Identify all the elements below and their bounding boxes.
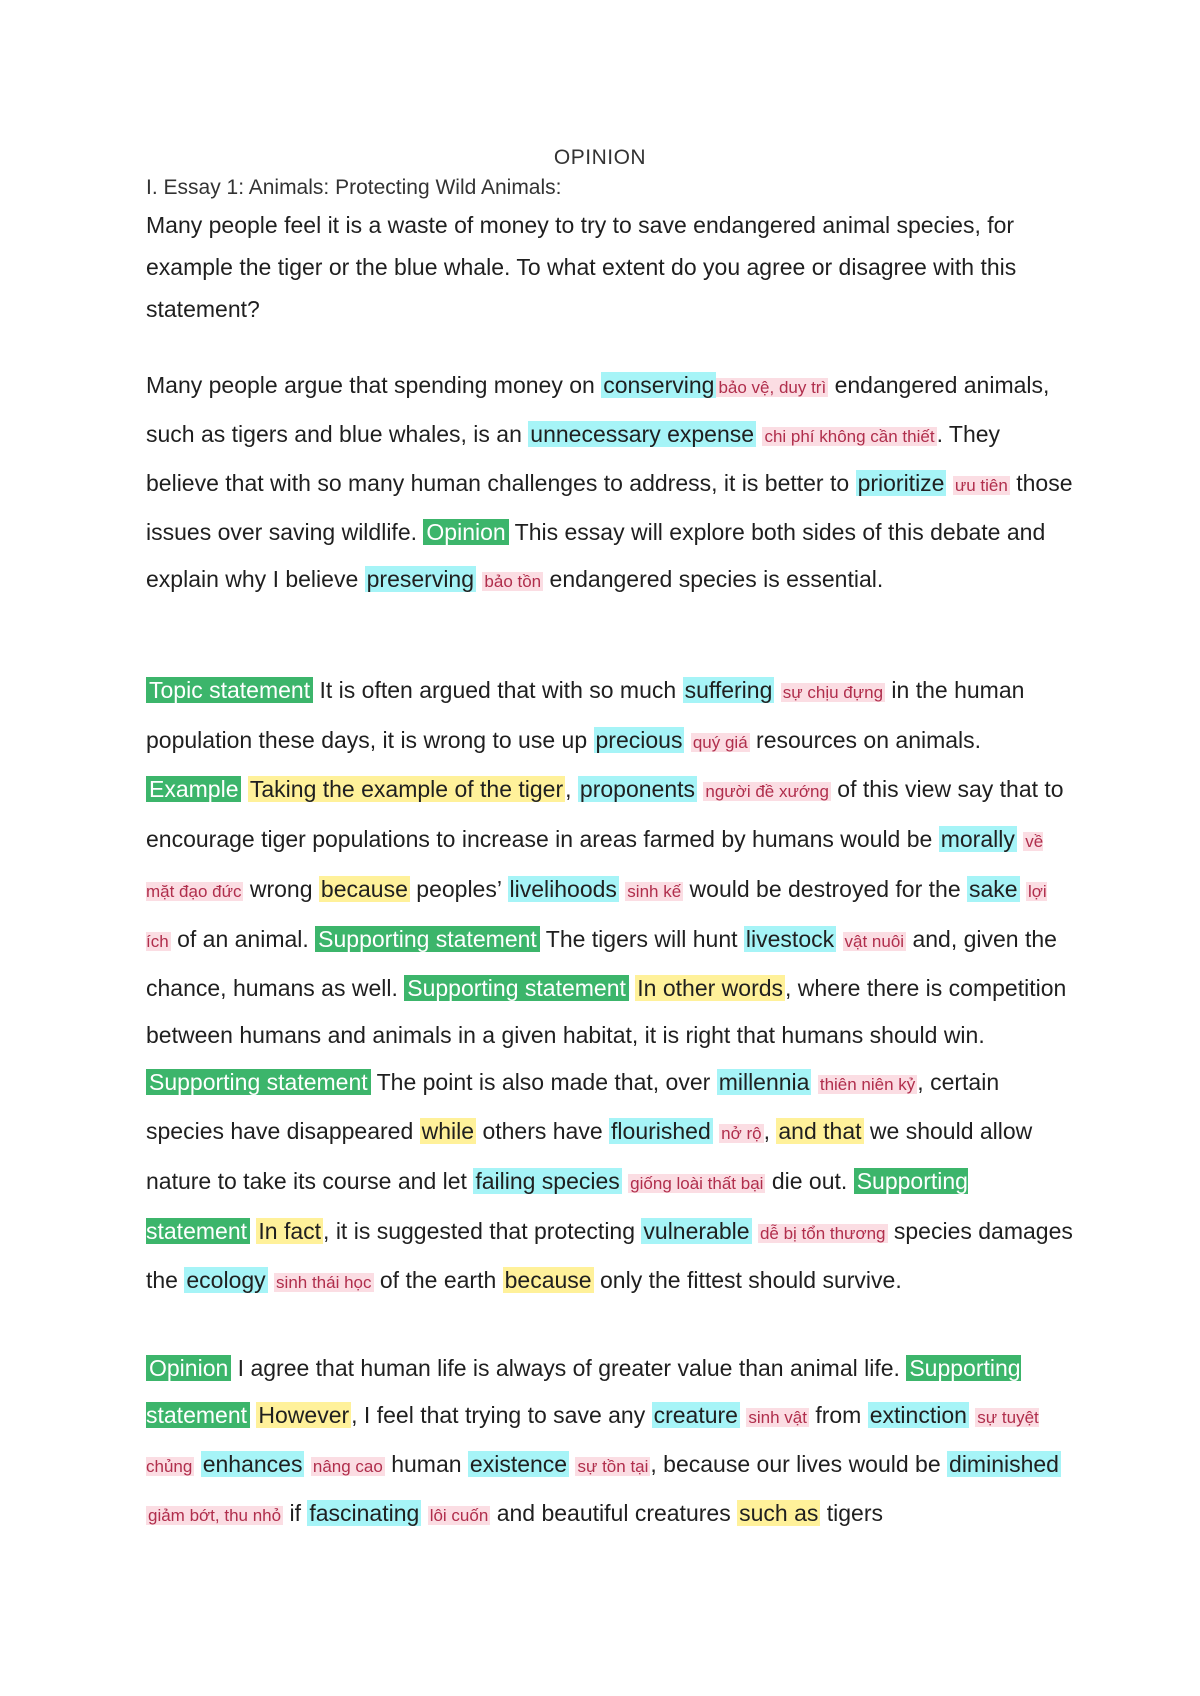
text-run: tigers [820,1500,883,1526]
text-run: , [763,1118,777,1145]
vocab-highlight: vulnerable [643,1217,750,1244]
text-run: The point is also made that, over [370,1068,717,1095]
text-run: Many people argue that spending money on [146,372,602,398]
text-run: only the fittest should survive. [593,1267,902,1294]
essay-subtitle: I. Essay 1: Animals: Protecting Wild Animals: [146,176,562,199]
translation-note: thiên niên kỷ [819,1074,916,1094]
text-run: others have [476,1118,610,1145]
paragraph-body-1 [146,667,1076,1307]
structure-label: Opinion [146,1355,231,1381]
vocab-highlight: diminished [949,1451,1059,1477]
text-run: , it is suggested that protecting [323,1217,642,1244]
connector-highlight: However [258,1402,350,1428]
vocab-highlight: livelihoods [509,875,617,902]
text-run: of an animal. [170,925,316,952]
text-run: It is often argued that with so much [313,677,683,703]
text-run: , where there is competition between humans and animals in a given habitat, it is right that humans should win. [146,975,1067,1048]
text-run [194,1451,200,1477]
connector-highlight: In fact [258,1217,322,1244]
structure-label: Supporting statement [146,1355,1021,1428]
text-run [774,677,780,703]
structure-label: Example [146,776,241,802]
structure-label: Topic statement [146,677,313,703]
translation-note: về mặt đạo đức [146,832,1044,901]
text-run: The tigers will hunt [539,925,744,952]
page-title: OPINION [553,146,647,169]
translation-note: sự tuyệt chủng [146,1408,1039,1476]
vocab-highlight: extinction [869,1402,967,1428]
text-run: endangered animals, such as tigers and blue whales, is an [146,372,1050,447]
text-run: of the earth [373,1267,503,1294]
text-run [946,470,952,496]
vocab-highlight: precious [595,726,683,753]
connector-highlight: because [320,875,408,902]
translation-note: lôi cuốn [429,1506,489,1525]
text-run [684,727,690,753]
vocab-highlight: enhances [202,1451,303,1477]
vocab-highlight: ecology [186,1267,266,1294]
paragraph-introduction [146,362,1076,605]
connector-highlight: Taking the example of the tiger [249,776,564,803]
translation-note: nâng cao [312,1457,383,1476]
translation-note: người đề xướng [705,782,829,802]
text-run [304,1451,310,1477]
text-run: if [283,1500,308,1526]
text-run: , certain species have disappeared [146,1068,1000,1145]
vocab-highlight: failing species [475,1168,620,1195]
connector-highlight: because [504,1267,592,1294]
text-run: species damages the [146,1217,1073,1294]
connector-highlight: while [421,1118,475,1145]
vocab-highlight: prioritize [857,470,945,496]
text-run: human [384,1451,468,1477]
vocab-highlight: proponents [579,776,695,803]
translation-note: bảo vệ, duy trì [718,378,827,397]
text-run: , [565,776,578,803]
text-run: we should allow nature to take its course and let [146,1118,1033,1195]
text-run: This essay will explore both sides of this debate and explain why I believe [146,519,1046,592]
connector-highlight: and that [778,1118,862,1145]
vocab-highlight: fascinating [309,1500,420,1526]
translation-note: sự tồn tại [577,1457,649,1476]
translation-note: lợi ích [146,881,1047,951]
text-run: wrong [243,875,319,902]
text-run: would be destroyed for the [683,875,968,902]
structure-label: Supporting statement [404,975,629,1001]
vocab-highlight: millennia [718,1068,810,1095]
translation-note: vật nuôi [844,931,905,951]
paragraph-body-2 [146,1345,1076,1539]
vocab-highlight: preserving [366,566,475,592]
vocab-highlight: conserving [603,372,715,398]
vocab-highlight: unnecessary expense [530,421,755,447]
connector-highlight: such as [739,1500,819,1526]
vocab-highlight: morally [940,826,1015,853]
structure-label: Opinion [423,519,508,545]
translation-note: sự chịu đựng [782,683,884,702]
text-run: die out. [765,1168,854,1195]
vocab-highlight: existence [469,1451,568,1477]
structure-label: Supporting statement [146,1168,968,1244]
text-run: . They believe that with so many human challenges to address, it is better to [146,421,1001,496]
text-run [421,1500,427,1526]
translation-note: sinh vật [748,1408,807,1427]
translation-note: giống loài thất bại [630,1174,764,1194]
text-run: I agree that human life is always of greater value than animal life. [231,1355,907,1381]
text-run: resources on animals. [749,726,982,753]
text-run: those issues over saving wildlife. [146,470,1073,545]
text-run: , I feel that trying to save any [351,1402,652,1428]
vocab-highlight: creature [653,1402,738,1428]
structure-label: Supporting statement [315,926,540,952]
text-run: of this view say that to encourage tiger populations to increase in areas farmed by humans would be [146,776,1064,853]
text-run: in the human population these days, it is wrong to use up [146,677,1025,753]
translation-note: quý giá [692,732,748,752]
text-run: and beautiful creatures [490,1500,738,1526]
text-run [752,1218,758,1244]
text-run: and, given the chance, humans as well. [146,925,1057,1002]
translation-note: giảm bớt, thu nhỏ [148,1506,282,1525]
text-run [811,1069,817,1095]
vocab-highlight: sake [969,875,1018,902]
text-run [836,926,842,952]
translation-note: chi phí không cần thiết [764,427,935,446]
essay-question: Many people feel it is a waste of money to try to save endangered animal species, for example the tiger or the blue whale. To what extent do you agree or disagree with this statement? [146,212,1017,322]
translation-note: dễ bị tổn thương [759,1223,886,1243]
text-run: endangered species is essential. [543,566,884,592]
vocab-highlight: livestock [745,925,835,952]
connector-highlight: In other words [637,975,784,1002]
translation-note: nở rộ [721,1124,762,1144]
translation-note: bảo tồn [484,572,542,591]
text-run: , because our lives would be [650,1451,948,1477]
text-run: peoples’ [409,875,508,902]
text-run [241,776,247,802]
structure-label: Supporting statement [146,1069,371,1095]
text-run: from [808,1402,868,1428]
translation-note: sinh thái học [276,1273,372,1293]
translation-note: ưu tiên [954,476,1008,495]
translation-note: sinh kế [627,881,682,901]
vocab-highlight: suffering [684,677,773,703]
vocab-highlight: flourished [611,1118,711,1145]
